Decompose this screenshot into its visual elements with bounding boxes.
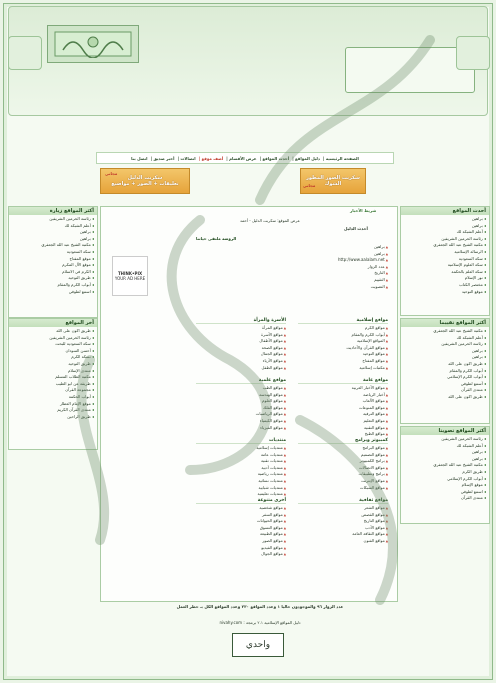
category-link[interactable]: ▲ مواقع التاريخ (298, 518, 388, 525)
category-link[interactable]: ▲ مواقع السفر (196, 512, 286, 519)
list-item-link[interactable]: ◂ مكتبة الشيخ عبد الله الجعفري (404, 328, 486, 335)
featured-line: ▲ ﺑﺮﺍﻫﻴﻦ (318, 251, 388, 258)
list-item-link[interactable]: ◂ سكة العلم بالحكمة (404, 269, 486, 276)
category-title[interactable]: أخرى متنوعة (196, 498, 286, 504)
site-notice: عرض الموقع: سكربت الدليل - أحمد (239, 218, 300, 223)
featured-line: ▲ http://www.aalalam.net (318, 257, 388, 264)
nav-item[interactable]: أخبر صديق | (150, 155, 175, 161)
category-link[interactable]: ▲ مواقع البرامج (298, 445, 388, 452)
category-link[interactable]: ▲ مواقع الثقافة العامة (298, 531, 388, 538)
category-link[interactable]: ▲ مواقع الفيديو (196, 545, 286, 552)
list-item-link[interactable]: ◂ رئاسة الحرمين الشريفين (404, 436, 486, 443)
list-item-link[interactable]: ◂ موقع الإمام العطار (12, 401, 94, 408)
list-item-link[interactable]: ◂ أسمع لطوفي (404, 381, 486, 388)
list-item-link[interactable]: ◂ منتدى القرآن الكريم (12, 407, 94, 414)
category-link[interactable]: ▲ مواقع الأخبار العربية (298, 385, 388, 392)
banner-title: سكربت الدليل (127, 175, 163, 181)
category-link[interactable]: ▲ مواقع الكرم (298, 325, 388, 332)
category-section (196, 438, 286, 498)
banner-free-badge: مجاني (105, 171, 118, 176)
list-item-link[interactable]: ◂ موقع المفتاح (12, 256, 94, 263)
category-link[interactable]: ▲ مواقع الرياضيات (196, 411, 286, 418)
corner-ornament-left (8, 36, 42, 70)
footer-stats: عدد الزوار ٩٦ والموجودون حاليا ١ وعدد المواقع ٢٣٠ وعدد المواقع الكل بـ حظر العمل (176, 604, 344, 609)
logo (47, 25, 139, 63)
featured-line: ▲ التاريخ (318, 270, 388, 277)
list-item-link[interactable]: ◂ براهين (404, 348, 486, 355)
panel-title: أكثر المواقع تقييما (401, 319, 489, 327)
category-link[interactable]: ▲ مواقع الإنترنت (298, 478, 388, 485)
category-section (298, 438, 388, 491)
category-link[interactable]: ▲ مواقع الشبكات (298, 485, 388, 492)
list-item-link[interactable]: ◂ موقع الإسلام (404, 482, 486, 489)
main-nav (96, 152, 394, 164)
list-item-link[interactable]: ◂ الرسالة الإسلامية (404, 249, 486, 256)
list-item-link[interactable]: ◂ سكة السعودية (12, 249, 94, 256)
list-item-link[interactable]: ◂ طريق التوحيد (12, 361, 94, 368)
list-item-link[interactable]: ◂ طريق اكون على الله (404, 361, 486, 368)
news-ticker-label: شريط الأخبار (350, 208, 377, 213)
most-visited-list (9, 215, 97, 296)
list-item-link[interactable]: ◂ أعلم الشبكة لك (12, 223, 94, 230)
list-item-link[interactable]: ◂ مجموعة القرآن (12, 387, 94, 394)
logo-ornament-icon (53, 30, 133, 58)
footer-copyright[interactable]: دليل المواقع الإسلامية ٢.١ برمجة : nivahy.com (219, 620, 301, 625)
list-item-link[interactable]: ◂ طريق الكرم (404, 469, 486, 476)
category-link[interactable]: ▲ مواقع القرآن والأحاديث (298, 345, 388, 352)
category-link[interactable]: ▲ منتديات نسائية (196, 478, 286, 485)
category-link[interactable]: ▲ أخبار الرياضة (298, 392, 388, 399)
nav-item[interactable]: اتصل بنا (131, 155, 148, 161)
list-item-link[interactable]: ◂ نور الإسلام (404, 275, 486, 282)
category-title[interactable]: الأسرة والمرأة (196, 318, 286, 324)
category-section (196, 378, 286, 431)
list-item-link[interactable]: ◂ براهين (12, 229, 94, 236)
list-item-link[interactable]: ◂ منتدى القرآن (404, 495, 486, 502)
corner-ornament-right (456, 36, 490, 70)
category-link[interactable]: ▲ مواقع الألعاب (298, 398, 388, 405)
category-link[interactable]: ▲ مواقع شخصية (196, 505, 286, 512)
category-link[interactable]: ▲ مواقع الفنون (298, 538, 388, 545)
list-item-link[interactable]: ◂ رئاسة الحرمين الشريفين (404, 236, 486, 243)
nav-item[interactable]: أحدث المواقع | (259, 155, 290, 161)
category-link[interactable]: ▲ مواقع الاتصالات (298, 465, 388, 472)
list-item-link[interactable]: ◂ رئاسة الحرمين الشريفين (404, 341, 486, 348)
category-link[interactable]: ▲ مواقع المنوعات (298, 405, 388, 412)
list-item-link[interactable]: ◂ مكتبة الشيخ عبد الله الجعفري (404, 462, 486, 469)
list-item-link[interactable]: ◂ أبواب الكرم الإسلامي (404, 476, 486, 483)
featured-line: ▲ التصويت (318, 284, 388, 291)
most-voted-list (401, 435, 489, 503)
category-link[interactable]: ▲ مواقع العلوم (196, 398, 286, 405)
category-link[interactable]: ▲ مواقع التقنية (298, 425, 388, 432)
category-title[interactable]: كمبيوتر وبرامج (298, 438, 388, 444)
list-item-link[interactable]: ◂ طريق اكون على الله (12, 328, 94, 335)
category-link[interactable]: ▲ مواقع التسوق (196, 525, 286, 532)
category-link[interactable]: ▲ مواقع الطبخ (298, 431, 388, 438)
category-link[interactable]: ▲ مواقع الأطفال (196, 338, 286, 345)
list-item-link[interactable]: ◂ مكتبة الشيخ عبد الله الجعفري (404, 242, 486, 249)
panel-newest (400, 206, 490, 316)
ad-image[interactable] (112, 256, 148, 296)
category-link[interactable]: ▲ مواقع الأدب (298, 525, 388, 532)
banner-script-directory[interactable] (100, 168, 190, 194)
list-item-link[interactable]: ◂ منتدى الإسلام (12, 368, 94, 375)
category-link[interactable]: ▲ مواقع الهندسة (196, 392, 286, 399)
banner-script-photos[interactable] (300, 168, 366, 194)
category-link[interactable]: ▲ مواقع الكيمياء (196, 418, 286, 425)
list-item-link[interactable]: ◂ أبواب الكرم والمقام (404, 368, 486, 375)
category-link[interactable]: ▲ مواقع الطبيعة (196, 531, 286, 538)
category-link[interactable]: ▲ مواقع الصور (196, 538, 286, 545)
signature-logo: واحدي (232, 633, 284, 657)
category-link[interactable]: ▲ مواقع الطفل (196, 365, 286, 372)
category-link[interactable]: ▲ مواقع القصص (298, 512, 388, 519)
list-item-link[interactable]: ◂ أبواب الكرم الإسلامي (404, 374, 486, 381)
banner-subtitle: الشوك (324, 181, 342, 187)
category-section (298, 498, 388, 545)
category-link[interactable]: ▲ مواقع الطب (196, 385, 286, 392)
category-section (196, 498, 286, 558)
subheading: الروضة ملتقى حياتنا (196, 236, 237, 241)
panel-most-voted (400, 426, 490, 524)
category-title[interactable]: مواقع عامة (298, 378, 388, 384)
list-item-link[interactable]: ◂ منتدى القرآن (404, 387, 486, 394)
category-link[interactable]: ▲ منتديات تقنية (196, 458, 286, 465)
featured-line: ▲ التقييم (318, 277, 388, 284)
panel-title: أحدث المواقع (401, 207, 489, 215)
panel-title: آخر المواقع (9, 319, 97, 327)
category-title[interactable]: مواقع إسلامية (298, 318, 388, 324)
category-title[interactable]: مواقع علمية (196, 378, 286, 384)
list-item-link[interactable]: ◂ مكتبة الطلاب المسلم (12, 374, 94, 381)
ad-title: THINK•PIX (117, 271, 143, 276)
list-item-link[interactable]: ◂ طريق اكون على الله (404, 394, 486, 401)
list-item-link[interactable]: ◂ طريق التوحيد (12, 275, 94, 282)
list-item-link[interactable]: ◂ رئاسة الحرمين الشريفين (12, 335, 94, 342)
featured-line: ▲ ﺑﺮﺍﻫﻴﻦ (318, 244, 388, 251)
top-rated-list (401, 327, 489, 402)
category-link[interactable]: ▲ المواقع الإسلامية (298, 338, 388, 345)
list-item-link[interactable]: ◂ طريقة عن ابو الطيب (12, 381, 94, 388)
category-link[interactable]: ▲ برامج وتطبيقات (298, 471, 388, 478)
list-item-link[interactable]: ◂ أحسن السودان (12, 348, 94, 355)
category-link[interactable]: ▲ منتديات عامة (196, 452, 286, 459)
list-item-link[interactable]: ◂ براهين (404, 223, 486, 230)
list-item-link[interactable]: ◂ رئاسة الحرمين الشريفين (12, 216, 94, 223)
category-link[interactable]: ▲ مكتبات إسلامية (298, 365, 388, 372)
category-link[interactable]: ▲ منتديات شبابية (196, 485, 286, 492)
list-item-link[interactable]: ◂ الكرم في الاسلام (12, 269, 94, 276)
list-item-link[interactable]: ◂ براهين (404, 354, 486, 361)
list-item-link[interactable]: ◂ أبواب الحكمة (12, 394, 94, 401)
category-link[interactable]: ▲ مواقع الفلك (196, 405, 286, 412)
category-link[interactable]: ▲ منتديات إسلامية (196, 445, 286, 452)
category-link[interactable]: ▲ مواقع الحيوانات (196, 518, 286, 525)
category-link[interactable]: ▲ منتديات أدبية (196, 465, 286, 472)
nav-item[interactable]: اتصالات | (177, 155, 196, 161)
list-item-link[interactable]: ◂ أبواب الكرم والمقام (12, 282, 94, 289)
list-item-link[interactable]: ◂ مختصر الكتاب (404, 282, 486, 289)
header (8, 6, 488, 116)
category-section (298, 378, 388, 438)
nav-item[interactable]: عرض الأقسام | (226, 155, 257, 161)
category-link[interactable]: ▲ مواقع الشعر (298, 505, 388, 512)
category-link[interactable]: ▲ مواقع الفيزياء (196, 425, 286, 432)
nav-item[interactable]: الصفحة الرئيسية | (322, 155, 359, 161)
list-item-link[interactable]: ◂ أعلم الشبكة لك (404, 229, 486, 236)
category-link[interactable]: ▲ مواقع الصحة (196, 345, 286, 352)
category-link[interactable]: ▲ أبواب الكرم والمقام (298, 332, 388, 339)
list-item-link[interactable]: ◂ براهين (404, 216, 486, 223)
list-item-link[interactable]: ◂ سكة السعودية للبحث (12, 341, 94, 348)
list-item-link[interactable]: ◂ أعلم الشبكة لك (404, 443, 486, 450)
list-item-link[interactable]: ◂ موقع التوحيد (404, 289, 486, 296)
nav-item[interactable]: دليل المواقع | (292, 155, 320, 161)
category-link[interactable]: ▲ مواقع الجوال (196, 551, 286, 558)
category-link[interactable]: ▲ مواقع التصميم (298, 452, 388, 459)
category-link[interactable]: ▲ برامج الكمبيوتر (298, 458, 388, 465)
list-item-link[interactable]: ◂ طريق الراحين (12, 414, 94, 421)
category-link[interactable]: ▲ مواقع الترفيه (298, 411, 388, 418)
banner-title: سكربت الصور المطور (306, 175, 360, 181)
list-item-link[interactable]: ◂ اسمع لطوفي (12, 289, 94, 296)
banner-free-badge: مجاني (303, 183, 316, 188)
category-link[interactable]: ▲ مواقع المرأة (196, 325, 286, 332)
category-link[interactable]: ▲ مواقع الأسرة (196, 332, 286, 339)
category-link[interactable]: ▲ مواقع التوحيد (298, 351, 388, 358)
panel-top-rated (400, 318, 490, 424)
category-section (196, 318, 286, 371)
featured-block (318, 244, 388, 290)
list-item-link[interactable]: ◂ سكة السعودية (404, 256, 486, 263)
list-item-link[interactable]: ◂ أعلم الشبكة لك (404, 335, 486, 342)
list-item-link[interactable]: ◂ براهين (404, 456, 486, 463)
category-link[interactable]: ▲ مواقع المفتاح (298, 358, 388, 365)
category-title[interactable]: مواقع ثقافية (298, 498, 388, 504)
list-item-link[interactable]: ◂ نسكة الكرم (12, 354, 94, 361)
category-link[interactable]: ▲ منتديات تعليمية (196, 491, 286, 498)
list-item-link[interactable]: ◂ براهين (404, 449, 486, 456)
category-link[interactable]: ▲ مواقع التعليم (298, 418, 388, 425)
nav-item[interactable]: أضف موقع | (198, 155, 224, 161)
list-item-link[interactable]: ◂ موقع الآل المكرم (12, 262, 94, 269)
category-link[interactable]: ▲ مواقع الجمال (196, 351, 286, 358)
latest-list (9, 327, 97, 421)
list-item-link[interactable]: ◂ براهين (12, 236, 94, 243)
panel-title: أكثر المواقع زيارة (9, 207, 97, 215)
category-section (298, 318, 388, 371)
category-title[interactable]: منتديات (196, 438, 286, 444)
list-item-link[interactable]: ◂ اسمع لطوفي (404, 489, 486, 496)
category-link[interactable]: ▲ منتديات رياضية (196, 471, 286, 478)
featured-title: أحدث الدليل (344, 226, 368, 231)
banner-subtitle: تعليقات + الصور + مواضيع (111, 181, 179, 187)
list-item-link[interactable]: ◂ مكتبة الشيخ عبد الله الجعفري (12, 242, 94, 249)
panel-title: أكثر المواقع تصويتا (401, 427, 489, 435)
panel-latest (8, 318, 98, 450)
newest-list (401, 215, 489, 296)
list-item-link[interactable]: ◂ سكة العلوم الإسلامية (404, 262, 486, 269)
panel-most-visited (8, 206, 98, 318)
ad-subtitle: YOUR AD HERE (114, 276, 146, 281)
category-link[interactable]: ▲ مواقع الأزياء (196, 358, 286, 365)
featured-line: ▲ عدد الزوار (318, 264, 388, 271)
